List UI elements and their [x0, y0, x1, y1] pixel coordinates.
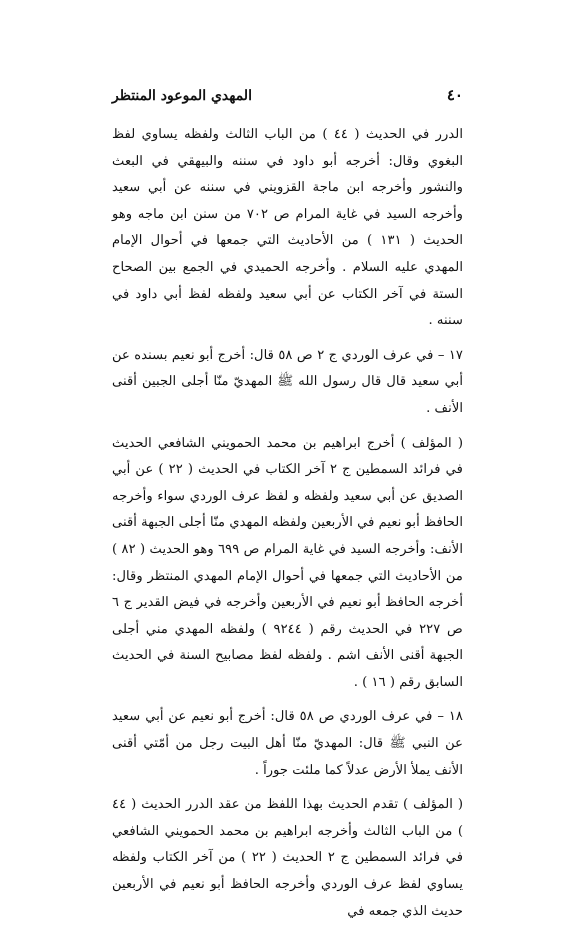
page-number: ٤٠ [446, 86, 463, 104]
paragraph-hadith-18: ١٨ – في عرف الوردي ص ٥٨ قال: أخرج أبو نعيم عن أبي سعيد عن النبي ﷺ قال: المهديّ منّا أهل البيت رجل من أمّتي أقنى الأنف يملأ الأرض عدلاً كما ملئت جوراً . [112, 709, 464, 778]
paragraph-author-note-2: ( المؤلف ) تقدم الحديث بهذا اللفظ من عقد الدرر الحديث ( ٤٤ ) من الباب الثالث وأخرجه ابراهيم بن محمد الحمويني الشافعي في فرائد السمطين ج ٢ الحديث ( ٢٢ ) من آخر الكتاب ولفظه يساوي لفظ عرف الوردي وأخرجه الحافظ أبو نعيم في الأربعين حديث الذي جمعه في [112, 797, 463, 919]
paragraph-continuation: الدرر في الحديث ( ٤٤ ) من الباب الثالث ولفظه يساوي لفظ البغوي وقال: أخرجه أبو داود في سننه والبيهقي في البعث والنشور وأخرجه ابن ماجة القزويني في سننه عن أبي سعيد وأخرجه السيد في غاية المرام ص ٧٠٢ من سنن ابن ماجه وهو الحديث ( ١٣١ ) من الأحاديث التي جمعها في أحوال الإمام المهدي عليه السلام . وأخرجه الحميدي في الجمع بين الصحاح الستة في آخر الكتاب عن أبي سعيد ولفظه لفظ أبي داود في سننه . [112, 127, 464, 329]
body-text [112, 122, 463, 933]
paragraph-author-note-1: ( المؤلف ) أخرج ابراهيم بن محمد الحمويني الشافعي الحديث في فرائد السمطين ج ٢ آخر الكتاب في الحديث ( ٢٢ ) عن أبي الصديق عن أبي سعيد ولفظه و لفظ عرف الوردي سواء وأخرجه الحافظ أبو نعيم في الأربعين ولفظه المهدي منّا أجلى الجبهة أقنى الأنف: وأخرجه السيد في غاية المرام ص ٦٩٩ وهو الحديث ( ٨٢ ) من الأحاديث التي جمعها في أحوال الإمام المهدي المنتظر وقال: أخرجه الحافظ أبو نعيم في الأربعين وأخرجه في فيض القدير ج ٦ ص ٢٢٧ في الحديث رقم ( ٩٢٤٤ ) ولفظه المهدي مني أجلى الجبهة أقنى الأنف اشم . ولفظه لفظ مصابيح السنة في الحديث السابق رقم ( ١٦ ) . [112, 435, 463, 690]
running-title: المهدي الموعود المنتظر [112, 88, 252, 104]
page-header [112, 86, 463, 116]
paragraph-hadith-17: ١٧ – في عرف الوردي ج ٢ ص ٥٨ قال: أخرج أبو نعيم بسنده عن أبي سعيد قال قال رسول الله ﷺ المهديّ منّا أجلى الجبين أقنى الأنف . [112, 347, 463, 416]
